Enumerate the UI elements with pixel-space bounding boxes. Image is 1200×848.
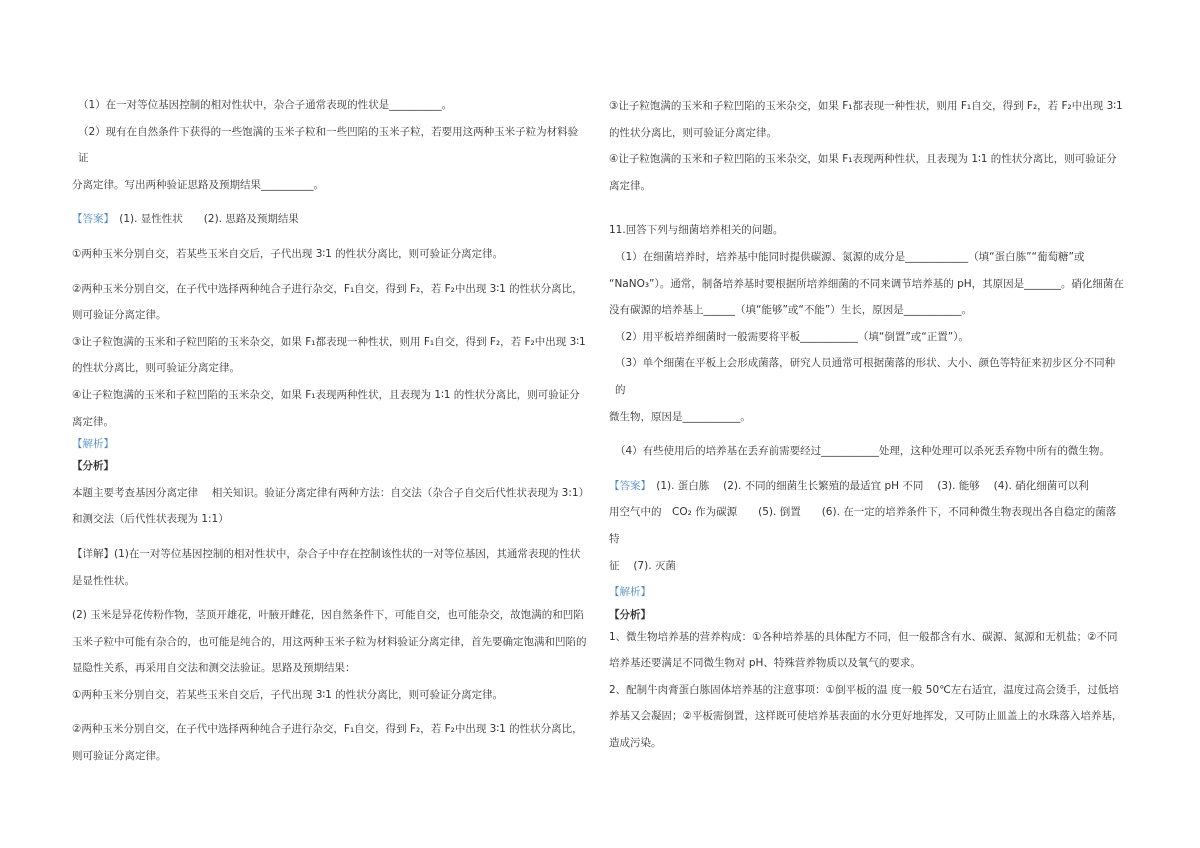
- fenxi-point-1: 1、微生物培养基的营养构成：①各种培养基的具体配方不同，但一般都含有水、碳源、氮源和无机盐；②不同: [609, 630, 1118, 643]
- question-11-title: 11.回答下列与细菌培养相关的问题。: [609, 224, 784, 237]
- answer-item-3-cont: 的性状分离比，则可验证分离定律。: [609, 126, 777, 139]
- answer-item-4-cont: 离定律。: [609, 179, 651, 192]
- fenxi-point-2: 2、配制牛肉膏蛋白胨固体培养基的注意事项：①倒平板的温 度一般 50℃左右适宜，温度过高会烫手，过低培: [609, 683, 1119, 696]
- fenxi-point-1-cont: 培养基还要满足不同微生物对 pH、特殊营养物质以及氧气的要求。: [609, 657, 921, 670]
- fenxi-text-cont: 和测交法（后代性状表现为 1:1）: [72, 513, 229, 526]
- detail-2: (2) 玉米是异花传粉作物，茎顶开雄花，叶腋开雌花，因自然条件下，可能自交，也可能杂交，故饱满的和凹陷: [72, 609, 584, 622]
- answer-item-4-cont: 离定律。: [72, 415, 114, 428]
- question-part-1: （1）在一对等位基因控制的相对性状中，杂合子通常表现的性状是__________。: [78, 99, 453, 111]
- answer-text: (1). 蛋白胨 (2). 不同的细菌生长繁殖的最适宜 pH 不同 (3). 能够 (4). 硝化细菌可以利: [645, 479, 1089, 492]
- jiexi-tag: 【解析】: [72, 438, 114, 451]
- jiexi-tag: 【解析】: [609, 586, 651, 599]
- question-11-part-1-cont-2: 没有碳源的培养基上______（填“能够”或“不能”）生长，原因是___________。: [609, 304, 973, 317]
- answer-item-3: ③让子粒饱满的玉米和子粒凹陷的玉米杂交，如果 F₁都表现一种性状，则用 F₁自交，得到 F₂，若 F₂中出现 3∶1: [72, 335, 586, 348]
- question-part-2: （2）现有在自然条件下获得的一些饱满的玉米子粒和一些凹陷的玉米子粒，若要用这两种玉米子粒为材料验证: [78, 125, 579, 165]
- detail-item-2: ②两种玉米分别自交，在子代中选择两种纯合子进行杂交，F₁自交，得到 F₂，若 F₂中出现 3∶1 的性状分离比，: [72, 723, 583, 736]
- question-11-part-1: （1）在细菌培养时，培养基中能同时提供碳源、氮源的成分是____________（填“蛋白胨”“葡萄糖”或: [615, 250, 1085, 263]
- detail-item-2-cont: 则可验证分离定律。: [72, 750, 167, 763]
- question-11-part-1-cont-1: “NaNO₃”）。通常，制备培养基时要根据所培养细菌的不同来调节培养基的 pH，其原因是_______。硝化细菌在: [609, 277, 1124, 290]
- xiangjie-text: 【详解】(1)在一对等位基因控制的相对性状中，杂合子中存在控制该性状的一对等位基因，其通常表现的性状: [72, 547, 581, 560]
- answer-text-cont-2: 征 (7). 灭菌: [609, 559, 676, 572]
- question-11-part-2: （2）用平板培养细菌时一般需要将平板___________（填“倒置”或“正置”）。: [615, 330, 969, 343]
- fenxi-text: 本题主要考查基因分离定律 相关知识。验证分离定律有两种方法：自交法（杂合子自交后代性状表现为 3:1）: [72, 486, 590, 499]
- detail-2-cont-1: 玉米子粒中可能有杂合的，也可能是纯合的，用这两种玉米子粒为材料验证分离定律，首先要确定饱满和凹陷的: [72, 635, 587, 648]
- answer-item-1: ①两种玉米分别自交，若某些玉米自交后，子代出现 3∶1 的性状分离比，则可验证分离定律。: [72, 247, 504, 260]
- question-part-2-cont: 分离定律。写出两种验证思路及预期结果__________。: [72, 178, 324, 191]
- question-11-part-3: （3）单个细菌在平板上会形成菌落，研究人员通常可根据菌落的形状、大小、颜色等特征来初步区分不同种的: [615, 357, 1116, 396]
- answer-item-3: ③让子粒饱满的玉米和子粒凹陷的玉米杂交，如果 F₁都表现一种性状，则用 F₁自交，得到 F₂，若 F₂中出现 3∶1: [609, 100, 1123, 112]
- answer-item-3-cont: 的性状分离比，则可验证分离定律。: [72, 362, 240, 375]
- answer-tag: 【答案】: [72, 213, 109, 226]
- answer-item-2: ②两种玉米分别自交，在子代中选择两种纯合子进行杂交，F₁自交，得到 F₂，若 F₂中出现 3∶1 的性状分离比，: [72, 282, 583, 295]
- question-11-part-3-cont: 微生物，原因是___________。: [609, 410, 751, 423]
- answer-item-2-cont: 则可验证分离定律。: [72, 309, 167, 322]
- fenxi-tag: 【分析】: [609, 608, 651, 621]
- answer-text-cont-1: 用空气中的 CO₂ 作为碳源 (5). 倒置 (6). 在一定的培养条件下，不同种微生物表现出各自稳定的菌落特: [609, 506, 1117, 545]
- detail-2-cont-2: 显隐性关系，再采用自交法和测交法验证。思路及预期结果：: [72, 662, 356, 675]
- answer-line: [609, 473, 1125, 500]
- answer-tag: 【答案】: [609, 479, 646, 492]
- answer-line: [72, 206, 588, 233]
- question-11-part-4: （4）有些使用后的培养基在丢弃前需要经过___________处理，这种处理可以杀死丢弃物中所有的微生物。: [615, 445, 1110, 458]
- answer-item-4: ④让子粒饱满的玉米和子粒凹陷的玉米杂交，如果 F₁表现两种性状，且表现为 1∶1 的性状分离比，则可验证分: [609, 153, 1117, 166]
- right-column: [609, 93, 1125, 757]
- answer-text: (1). 显性性状 (2). 思路及预期结果: [108, 213, 299, 226]
- fenxi-point-2-cont-2: 造成污染。: [609, 737, 662, 750]
- answer-item-4: ④让子粒饱满的玉米和子粒凹陷的玉米杂交，如果 F₁表现两种性状，且表现为 1∶1 的性状分离比，则可验证分: [72, 388, 580, 401]
- fenxi-point-2-cont-1: 养基又会凝固；②平板需倒置，这样既可使培养基表面的水分更好地挥发，又可防止皿盖上的水珠落入培养基，: [609, 710, 1123, 723]
- left-column: [72, 92, 588, 770]
- fenxi-tag: 【分析】: [72, 460, 114, 473]
- detail-item-1: ①两种玉米分别自交，若某些玉米自交后，子代出现 3∶1 的性状分离比，则可验证分离定律。: [72, 688, 504, 701]
- xiangjie-text-cont: 是显性性状。: [72, 574, 135, 587]
